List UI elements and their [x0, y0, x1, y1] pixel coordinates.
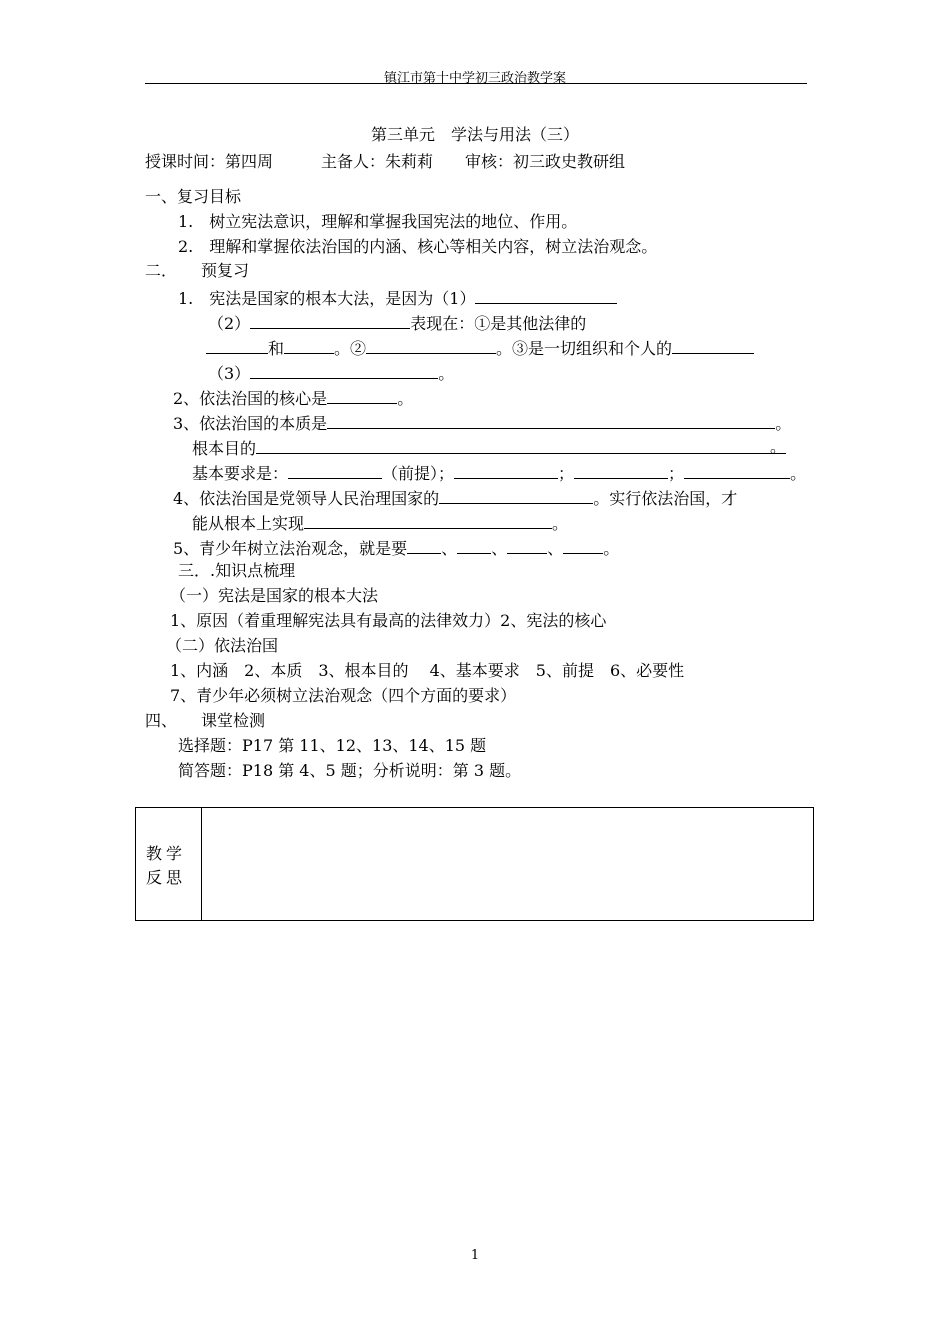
- question-4-text-b: 。实行依法治国，才: [593, 489, 738, 508]
- answer-blank[interactable]: [684, 462, 790, 479]
- section3-subheading-2: （二）依法治国: [166, 636, 279, 655]
- answer-blank[interactable]: [288, 462, 382, 479]
- answer-blank[interactable]: [454, 462, 558, 479]
- answer-blank[interactable]: [250, 312, 410, 329]
- question-1-text-4a: （3）: [208, 364, 251, 383]
- answer-blank[interactable]: [439, 487, 593, 504]
- section2-heading: 二． 预复习: [145, 261, 250, 280]
- question-4-line-2: [192, 512, 568, 534]
- page-number: 1: [470, 1248, 480, 1263]
- question-1-text-3c: 。③是一切组织和个人的: [496, 339, 673, 358]
- question-3-semi-1: ；: [558, 464, 575, 483]
- question-3-premise: （前提）；: [382, 464, 455, 483]
- question-3-goal-end: 。: [770, 437, 787, 456]
- answer-blank[interactable]: [327, 412, 775, 429]
- question-2: [173, 387, 413, 409]
- question-1-text-4b: 。: [438, 364, 455, 383]
- question-3-semi-2: ；: [668, 464, 685, 483]
- question-1-text-2b: 表现在：①是其他法律的: [410, 314, 587, 333]
- answer-blank[interactable]: [366, 337, 496, 354]
- question-4-text-c: 能从根本上实现: [192, 514, 305, 533]
- section1-heading: 一、复习目标: [145, 187, 242, 206]
- objective-item-2: 2. 理解和掌握依法治国的内涵、核心等相关内容，树立法治观念。: [178, 237, 658, 256]
- answer-blank[interactable]: [507, 537, 547, 554]
- question-5-sep-2: 、: [491, 539, 508, 558]
- answer-blank[interactable]: [457, 537, 491, 554]
- header-rule: [145, 83, 807, 84]
- question-3-text: 3、依法治国的本质是: [173, 414, 328, 433]
- question-5-sep-1: 、: [441, 539, 458, 558]
- table-divider: [201, 808, 202, 920]
- section3-sub1-items: 1、原因（着重理解宪法具有最高的法律效力）2、宪法的核心: [170, 611, 607, 630]
- question-5: [173, 537, 619, 559]
- answer-blank[interactable]: [327, 387, 397, 404]
- question-3-line-1: [173, 412, 791, 434]
- question-3-final-end: 。: [790, 464, 807, 483]
- objective-item-1: 1. 树立宪法意识，理解和掌握我国宪法的地位、作用。: [178, 212, 578, 231]
- answer-blank[interactable]: [256, 437, 786, 454]
- question-3-line-3: [192, 462, 806, 484]
- question-5-sep-3: 、: [547, 539, 564, 558]
- section3-sub2-item-7: 7、青少年必须树立法治观念（四个方面的要求）: [170, 686, 517, 705]
- question-3-goal: 根本目的: [192, 439, 257, 458]
- question-1-line-4: [208, 362, 454, 384]
- question-3-line-2: [192, 437, 786, 459]
- teaching-reflection-table: [135, 807, 814, 921]
- section3-sub2-items: 1、内涵 2、本质 3、根本目的 4、基本要求 5、前提 6、必要性: [170, 661, 685, 680]
- question-1-line-2: [208, 312, 586, 334]
- question-1-text-3a: 和: [268, 339, 285, 358]
- answer-blank[interactable]: [574, 462, 668, 479]
- question-3-req: 基本要求是：: [192, 464, 289, 483]
- question-4-text-a: 4、依法治国是党领导人民治理国家的: [173, 489, 440, 508]
- teaching-reflection-label: 教学反思: [146, 844, 187, 887]
- question-3-end: 。: [775, 414, 792, 433]
- section3-heading: 三．.知识点梳理: [178, 561, 296, 580]
- question-1-text-3b: 。②: [334, 339, 367, 358]
- question-2-text: 2、依法治国的核心是: [173, 389, 328, 408]
- answer-blank[interactable]: [206, 337, 268, 354]
- answer-blank[interactable]: [284, 337, 334, 354]
- question-5-text: 5、青少年树立法治观念，就是要: [173, 539, 408, 558]
- lesson-info: 授课时间：第四周 主备人：朱莉莉 审核：初三政史教研组: [145, 152, 626, 171]
- choice-questions: 选择题：P17 第 11、12、13、14、15 题: [178, 736, 487, 755]
- answer-blank[interactable]: [250, 362, 438, 379]
- question-2-end: 。: [397, 389, 414, 408]
- school-header-title: 镇江市第十中学初三政治教学案: [383, 71, 566, 86]
- question-1-line-1: [178, 287, 617, 309]
- short-answer-questions: 简答题：P18 第 4、5 题；分析说明：第 3 题。: [178, 761, 522, 780]
- question-4-text-d: 。: [552, 514, 569, 533]
- question-1-line-3: [206, 337, 754, 359]
- section4-heading: 四、 课堂检测: [145, 711, 266, 730]
- question-1-text-2a: （2）: [208, 314, 251, 333]
- question-5-end: 。: [603, 539, 620, 558]
- section3-subheading-1: （一）宪法是国家的根本大法: [170, 586, 379, 605]
- answer-blank[interactable]: [672, 337, 754, 354]
- answer-blank[interactable]: [304, 512, 552, 529]
- lesson-title: 第三单元 学法与用法（三）: [370, 125, 579, 144]
- answer-blank[interactable]: [475, 287, 617, 304]
- question-4-line-1: [173, 487, 737, 509]
- answer-blank[interactable]: [407, 537, 441, 554]
- question-1-text-1: 1. 宪法是国家的根本大法，是因为（1）: [178, 289, 476, 308]
- answer-blank[interactable]: [563, 537, 603, 554]
